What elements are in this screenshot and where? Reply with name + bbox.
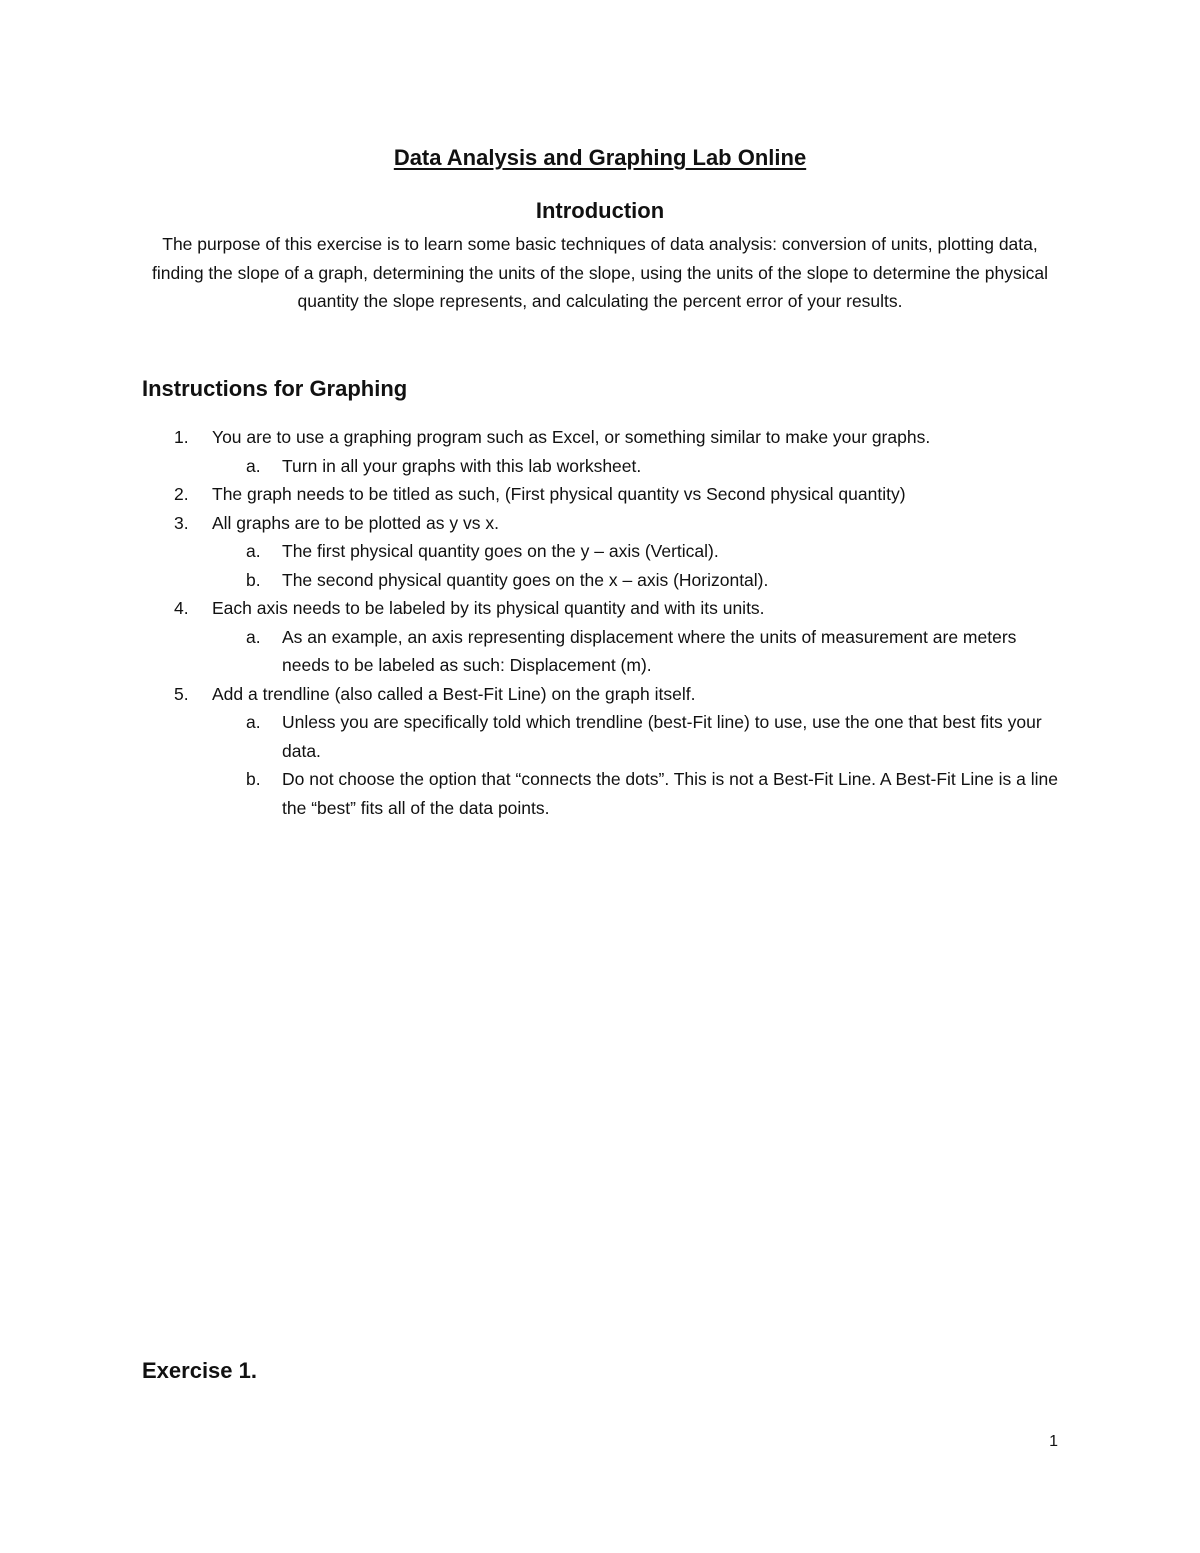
introduction-paragraph: The purpose of this exercise is to learn some basic techniques of data analysis: conversion of units, plotting data, finding the slope of a graph, determining the units of the slope, using the units of the slope to determine the physical quantity the slope represents, and calculating the percent error of your results. [152,234,1048,311]
sub-list-item [142,708,1062,765]
document-title: Data Analysis and Graphing Lab Online [393,145,807,170]
sub-list-item [142,623,1062,680]
sub-item-letter: b. [246,769,261,789]
exercise-heading: Exercise 1. [142,1358,257,1383]
sub-list-item [142,765,1062,822]
sub-list-item [142,566,1062,595]
sub-item-text: Unless you are specifically told which trendline (best-Fit line) to use, use the one that best fits your data. [282,712,1042,761]
item-number: 3. [174,512,189,533]
sub-item-letter: a. [246,712,261,732]
sub-item-text: As an example, an axis representing displacement where the units of measurement are meters needs to be labeled as such: Displacement (m). [282,626,1017,675]
item-number: 2. [174,484,189,504]
sub-item-text: The first physical quantity goes on the y – axis (Vertical). [282,541,719,561]
instructions-heading: Instructions for Graphing [142,376,408,401]
sub-item-letter: a. [246,455,261,476]
list-item [142,509,1062,538]
item-number: 4. [174,598,189,618]
list-item [142,480,1062,509]
sub-item-letter: a. [246,541,261,561]
item-text: All graphs are to be plotted as y vs x. [212,512,499,533]
sub-item-letter: b. [246,569,261,590]
list-item [142,594,1062,623]
list-item [142,680,1062,709]
item-number: 5. [174,683,189,704]
item-text: You are to use a graphing program such as Excel, or something similar to make your graphs. [212,427,931,447]
item-number: 1. [174,427,189,447]
sub-item-text: The second physical quantity goes on the x – axis (Horizontal). [282,569,769,590]
item-text: Add a trendline (also called a Best-Fit Line) on the graph itself. [212,683,696,704]
item-text: The graph needs to be titled as such, (First physical quantity vs Second physical quantity) [212,484,906,504]
instructions-list [142,423,1062,822]
sub-list-item [142,452,1062,481]
item-text: Each axis needs to be labeled by its physical quantity and with its units. [212,598,765,618]
sub-item-letter: a. [246,626,261,647]
sub-item-text: Turn in all your graphs with this lab worksheet. [282,455,642,476]
introduction-heading: Introduction [535,198,665,223]
page-number: 1 [1049,1433,1058,1450]
list-item [142,423,1062,452]
sub-list-item [142,537,1062,566]
sub-item-text: Do not choose the option that “connects the dots”. This is not a Best-Fit Line. A Best-Fit Line is a line the “best” fits all of the data points. [282,769,1058,818]
